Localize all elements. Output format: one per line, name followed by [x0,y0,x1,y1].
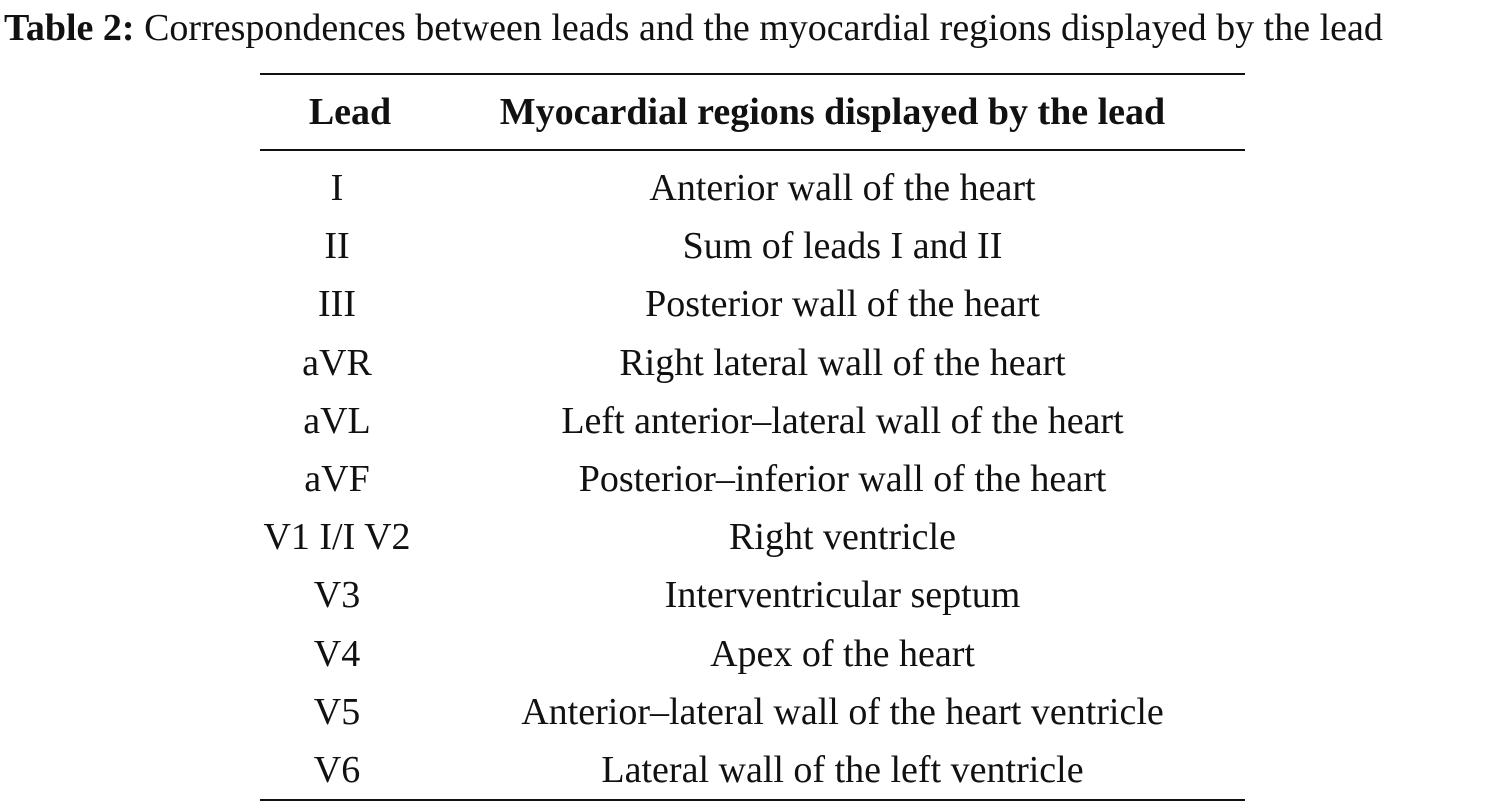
table-row [260,334,1245,392]
lead-cell: aVF [304,458,370,501]
region-cell: Anterior wall of the heart [649,167,1036,210]
region-cell: Left anterior–lateral wall of the heart [561,399,1124,442]
table-header [260,74,1245,150]
table-row [260,450,1245,508]
lead-cell: aVR [302,341,372,384]
region-cell: Posterior–inferior wall of the heart [578,458,1107,501]
lead-cell: V4 [313,632,361,675]
table-row [260,508,1245,566]
lead-cell: III [318,283,356,326]
region-cell: Anterior–lateral wall of the heart ventricle [521,690,1164,733]
lead-cell: V6 [260,741,420,800]
lead-cell: V5 [313,690,361,733]
lead-region-table [260,73,1245,801]
region-cell: Interventricular septum [664,574,1021,617]
table-caption [4,6,1501,50]
table-row [260,741,1245,800]
region-cell: Apex of the heart [710,632,975,675]
table-row [260,683,1245,741]
table [260,73,1245,801]
lead-cell: II [324,225,350,268]
lead-cell: V1 I/I V2 [263,516,411,559]
region-cell: Lateral wall of the left ventricle [420,741,1245,800]
lead-cell: I [330,167,344,210]
region-cell: Sum of leads I and II [682,225,1003,268]
table-row [260,566,1245,624]
table-body [260,150,1245,800]
table-row [260,217,1245,275]
table-row [260,275,1245,333]
table-row [260,150,1245,217]
caption-text: Correspondences between leads and the myocardial regions displayed by the lead [144,7,1383,49]
header-region: Myocardial regions displayed by the lead [420,74,1245,150]
header-lead: Lead [260,74,420,150]
table-row [260,625,1245,683]
region-cell: Right ventricle [729,516,956,559]
table-row [260,392,1245,450]
region-cell: Posterior wall of the heart [645,283,1040,326]
region-cell: Right lateral wall of the heart [619,341,1066,384]
caption-label: Table 2: [4,7,135,49]
lead-cell: V3 [313,574,361,617]
header-row [260,74,1245,150]
lead-cell: aVL [303,399,371,442]
